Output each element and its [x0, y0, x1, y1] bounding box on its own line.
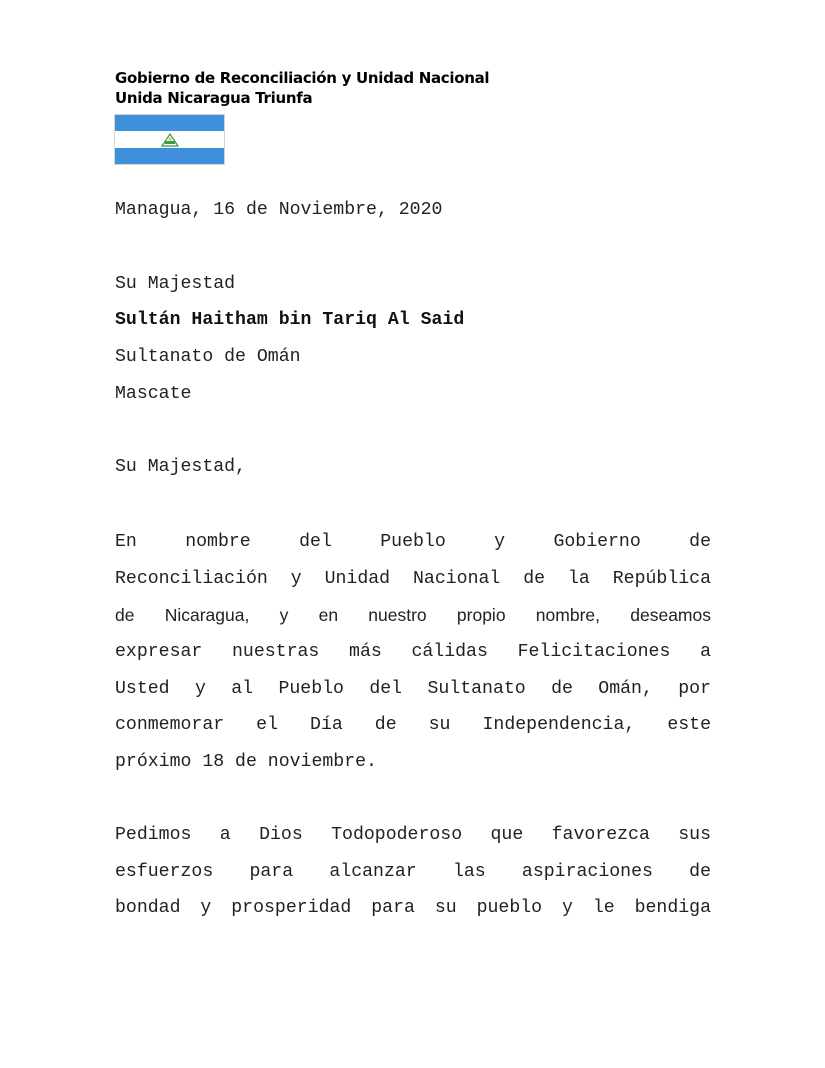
- paragraph-line: conmemorar el Día de su Independencia, este: [115, 715, 711, 736]
- letterhead-slogan: Unida Nicaragua Triunfa: [115, 89, 313, 107]
- paragraph-line: expresar nuestras más cálidas Felicitaciones a: [115, 642, 711, 663]
- paragraph-line: esfuerzos para alcanzar las aspiraciones de: [115, 861, 711, 882]
- letterhead-government-name: Gobierno de Reconciliación y Unidad Nacional: [115, 69, 490, 87]
- recipient-honorific: Su Majestad: [115, 274, 236, 294]
- salutation: Su Majestad,: [115, 457, 246, 477]
- paragraph-line: Reconciliación y Unidad Nacional de la República: [115, 568, 711, 589]
- flag-top-stripe: [115, 115, 224, 131]
- recipient-name: Sultán Haitham bin Tariq Al Said: [115, 310, 465, 330]
- flag-bottom-stripe: [115, 148, 224, 164]
- recipient-state: Sultanato de Omán: [115, 347, 301, 367]
- flag-emblem-icon: [160, 133, 180, 147]
- paragraph-line: de Nicaragua, y en nuestro propio nombre, deseamos: [115, 605, 711, 626]
- paragraph-blessing: [115, 817, 711, 927]
- paragraph-line: próximo 18 de noviembre.: [115, 752, 377, 773]
- nicaragua-flag-icon: [114, 114, 225, 165]
- paragraph-line: Pedimos a Dios Todopoderoso que favorezca sus: [115, 825, 711, 845]
- paragraph-line: bondad y prosperidad para su pueblo y le bendiga: [115, 898, 711, 919]
- paragraph-line: Usted y al Pueblo del Sultanato de Omán, por: [115, 678, 711, 699]
- paragraph-congratulations: [115, 524, 711, 781]
- place-and-date: Managua, 16 de Noviembre, 2020: [115, 200, 443, 220]
- paragraph-line: En nombre del Pueblo y Gobierno de: [115, 532, 711, 552]
- recipient-city: Mascate: [115, 384, 192, 404]
- letterhead: [115, 68, 489, 108]
